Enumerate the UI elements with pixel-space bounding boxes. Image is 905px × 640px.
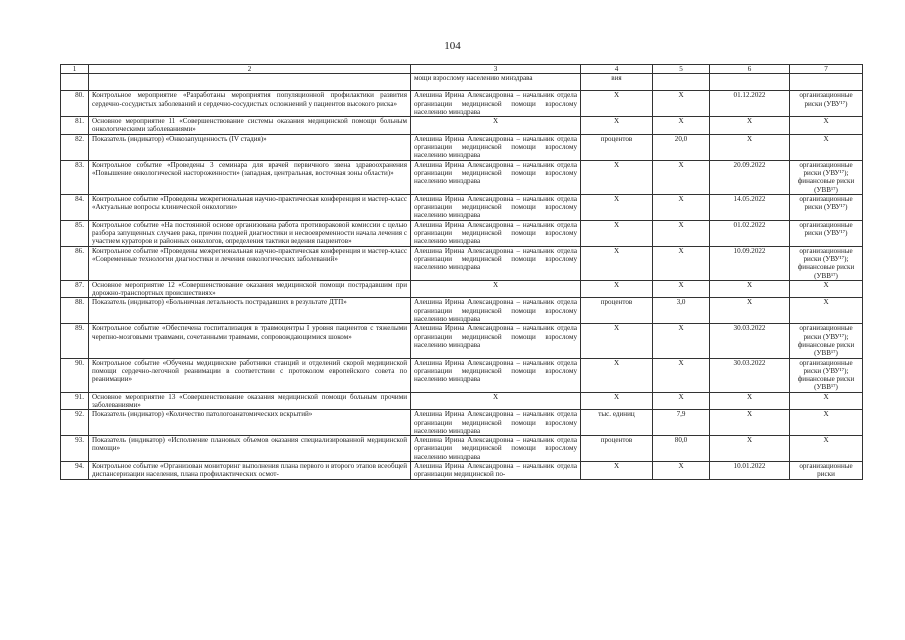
cell-num: [61, 74, 89, 91]
table-row: [61, 436, 863, 462]
cell-value: X: [653, 280, 710, 298]
cell-unit: X: [581, 220, 653, 246]
cell-num: 93.: [61, 436, 89, 462]
cell-risk: X: [790, 117, 863, 135]
table-row: [61, 358, 863, 392]
cell-unit: процентов: [581, 134, 653, 160]
cell-responsible: X: [411, 280, 581, 298]
column-number: 2: [89, 65, 411, 74]
cell-responsible: Алешина Ирина Александровна – начальник отдела организации медицинской помощи взрослому населению минздрава: [411, 246, 581, 280]
cell-unit: X: [581, 392, 653, 410]
cell-unit: X: [581, 246, 653, 280]
cell-date: X: [710, 134, 790, 160]
cell-risk: организационные риски (УВУ¹⁷): [790, 91, 863, 117]
table-row: [61, 91, 863, 117]
cell-value: 80,0: [653, 436, 710, 462]
table-row: [61, 246, 863, 280]
cell-description: Контрольное событие «На постоянной основе организована работа противораковой комиссии с целью разбора запущенных случаев рака, причин поздней диагностики и несвоевременности начала лечения с участием кураторов и районных онкологов, определения тактики ведения пациентов»: [89, 220, 411, 246]
cell-unit: X: [581, 324, 653, 358]
cell-unit: X: [581, 117, 653, 135]
cell-risk: организационные риски (УВУ¹⁷); финансовые риски (УВВ¹⁷): [790, 160, 863, 194]
cell-num: 81.: [61, 117, 89, 135]
cell-description: Показатель (индикатор) «Количество патологоанатомических вскрытий»: [89, 410, 411, 436]
cell-responsible: Алешина Ирина Александровна – начальник отдела организации медицинской помощи взрослому населению минздрава: [411, 220, 581, 246]
cell-value: X: [653, 246, 710, 280]
cell-num: 86.: [61, 246, 89, 280]
cell-num: 84.: [61, 194, 89, 220]
cell-responsible: Алешина Ирина Александровна – начальник отдела организации медицинской помощи взрослому населению минздрава: [411, 358, 581, 392]
cell-date: X: [710, 436, 790, 462]
cell-unit: вия: [581, 74, 653, 91]
cell-responsible: Алешина Ирина Александровна – начальник отдела организации медицинской помощи взрослому населению минздрава: [411, 436, 581, 462]
table-row: [61, 194, 863, 220]
cell-date: 14.05.2022: [710, 194, 790, 220]
cell-responsible: Алешина Ирина Александровна – начальник отдела организации медицинской помощи взрослому населению минздрава: [411, 91, 581, 117]
cell-num: 82.: [61, 134, 89, 160]
cell-unit: X: [581, 280, 653, 298]
table-row: [61, 160, 863, 194]
table-row: [61, 134, 863, 160]
cell-risk: организационные риски (УВУ¹⁷); финансовые риски (УВВ¹⁷): [790, 358, 863, 392]
table-row: [61, 324, 863, 358]
cell-date: 20.09.2022: [710, 160, 790, 194]
table-row: [61, 462, 863, 480]
cell-date: [710, 74, 790, 91]
cell-num: 91.: [61, 392, 89, 410]
cell-risk: организационные риски (УВУ¹⁷); финансовые риски (УВВ¹⁷): [790, 246, 863, 280]
cell-date: X: [710, 280, 790, 298]
cell-num: 88.: [61, 298, 89, 324]
cell-num: 85.: [61, 220, 89, 246]
cell-date: 10.09.2022: [710, 246, 790, 280]
page-number: 104: [444, 40, 461, 52]
cell-description: Основное мероприятие 12 «Совершенствование оказания медицинской помощи пострадавшим при дорожно-транспортных происшествиях»: [89, 280, 411, 298]
cell-unit: тыс. единиц: [581, 410, 653, 436]
cell-value: X: [653, 194, 710, 220]
cell-description: Показатель (индикатор) «Больничная летальность пострадавших в результате ДТП»: [89, 298, 411, 324]
cell-responsible: Алешина Ирина Александровна – начальник отдела организации медицинской помощи взрослому населению минздрава: [411, 134, 581, 160]
column-number: 1: [61, 65, 89, 74]
cell-risk: X: [790, 298, 863, 324]
cell-responsible: Алешина Ирина Александровна – начальник отдела организации медицинской помощи взрослому населению минздрава: [411, 194, 581, 220]
cell-date: 01.12.2022: [710, 91, 790, 117]
table-row: [61, 392, 863, 410]
table-row: [61, 280, 863, 298]
cell-risk: X: [790, 134, 863, 160]
cell-description: Основное мероприятие 11 «Совершенствование системы оказания медицинской помощи больным онкологическими заболеваниями»: [89, 117, 411, 135]
cell-value: X: [653, 324, 710, 358]
column-number: 6: [710, 65, 790, 74]
cell-value: 7,9: [653, 410, 710, 436]
cell-description: Контрольное событие «Проведены 3 семинара для врачей первичного звена здравоохранения «Повышение онкологической настороженности» (западная, центральная, восточная зоны области)»: [89, 160, 411, 194]
cell-date: X: [710, 392, 790, 410]
cell-responsible: X: [411, 392, 581, 410]
cell-value: X: [653, 462, 710, 480]
cell-unit: X: [581, 160, 653, 194]
cell-unit: X: [581, 194, 653, 220]
cell-responsible: Алешина Ирина Александровна – начальник отдела организации медицинской помощи взрослому населению минздрава: [411, 160, 581, 194]
cell-responsible: мощи взрослому населению минздрава: [411, 74, 581, 91]
cell-date: X: [710, 117, 790, 135]
cell-unit: X: [581, 358, 653, 392]
cell-unit: процентов: [581, 298, 653, 324]
cell-value: X: [653, 117, 710, 135]
cell-date: 10.01.2022: [710, 462, 790, 480]
cell-risk: организационные риски (УВУ¹⁷): [790, 194, 863, 220]
cell-description: Контрольное событие «Организован мониторинг выполнения плана первого и второго этапов всеобщей диспансеризации населения, плана профилактических осмот-: [89, 462, 411, 480]
cell-date: X: [710, 410, 790, 436]
cell-num: 89.: [61, 324, 89, 358]
cell-num: 92.: [61, 410, 89, 436]
cell-responsible: Алешина Ирина Александровна – начальник отдела организации медицинской помощи взрослому населению минздрава: [411, 324, 581, 358]
cell-date: 01.02.2022: [710, 220, 790, 246]
cell-risk: X: [790, 392, 863, 410]
cell-description: Показатель (индикатор) «Исполнение плановых объемов оказания специализированной медицинской помощи»: [89, 436, 411, 462]
cell-unit: X: [581, 91, 653, 117]
cell-value: 3,0: [653, 298, 710, 324]
cell-num: 87.: [61, 280, 89, 298]
cell-unit: процентов: [581, 436, 653, 462]
cell-description: Основное мероприятие 13 «Совершенствование оказания медицинской помощи больным прочими заболеваниями»: [89, 392, 411, 410]
cell-value: X: [653, 392, 710, 410]
cell-num: 90.: [61, 358, 89, 392]
column-number: 4: [581, 65, 653, 74]
cell-description: Контрольное мероприятие «Разработаны мероприятия популяционной профилактики развития сердечно-сосудистых заболеваний и сердечно-сосудистых осложнений у пациентов высокого риска»: [89, 91, 411, 117]
cell-description: Контрольное событие «Обучены медицинские работники станций и отделений скорой медицинской помощи сердечно-легочной реанимации в соответствии с протоколом европейского совета по реанимации»: [89, 358, 411, 392]
cell-risk: X: [790, 410, 863, 436]
cell-value: X: [653, 91, 710, 117]
cell-risk: X: [790, 436, 863, 462]
column-number: 7: [790, 65, 863, 74]
cell-responsible: X: [411, 117, 581, 135]
table-row: [61, 117, 863, 135]
cell-risk: организационные риски (УВУ¹⁷); финансовые риски (УВВ¹⁷): [790, 324, 863, 358]
cell-risk: организационные риски (УВУ¹⁷): [790, 220, 863, 246]
cell-num: 80.: [61, 91, 89, 117]
cell-date: X: [710, 298, 790, 324]
cell-responsible: Алешина Ирина Александровна – начальник отдела организации медицинской помощи взрослому населению минздрава: [411, 410, 581, 436]
cell-date: 30.03.2022: [710, 358, 790, 392]
cell-risk: X: [790, 280, 863, 298]
continuation-row: [61, 74, 863, 91]
cell-num: 94.: [61, 462, 89, 480]
cell-risk: [790, 74, 863, 91]
cell-responsible: Алешина Ирина Александровна – начальник отдела организации медицинской по-: [411, 462, 581, 480]
table-row: [61, 410, 863, 436]
column-number-row: [61, 65, 863, 74]
cell-description: [89, 74, 411, 91]
cell-value: 20,0: [653, 134, 710, 160]
cell-description: Контрольное событие «Проведены межрегиональная научно-практическая конференция и мастер-класс «Современные технологии диагностики и лечения онкологических заболеваний»: [89, 246, 411, 280]
cell-value: X: [653, 220, 710, 246]
table-row: [61, 220, 863, 246]
cell-value: X: [653, 358, 710, 392]
cell-description: Показатель (индикатор) «Онкозапущенность (IV стадия)»: [89, 134, 411, 160]
cell-description: Контрольное событие «Проведены межрегиональная научно-практическая конференция и мастер-класс «Актуальные вопросы клинической онкологии»: [89, 194, 411, 220]
column-number: 5: [653, 65, 710, 74]
cell-unit: X: [581, 462, 653, 480]
cell-num: 83.: [61, 160, 89, 194]
cell-value: X: [653, 160, 710, 194]
cell-value: [653, 74, 710, 91]
column-number: 3: [411, 65, 581, 74]
cell-responsible: Алешина Ирина Александровна – начальник отдела организации медицинской помощи взрослому населению минздрава: [411, 298, 581, 324]
plan-table: [60, 64, 863, 480]
table-row: [61, 298, 863, 324]
cell-risk: организационные риски: [790, 462, 863, 480]
cell-date: 30.03.2022: [710, 324, 790, 358]
cell-description: Контрольное событие «Обеспечена госпитализация в травмоцентры I уровня пациентов с тяжелыми черепно-мозговыми травмами, сочетанными травмами, сопровождающимися шоком»: [89, 324, 411, 358]
